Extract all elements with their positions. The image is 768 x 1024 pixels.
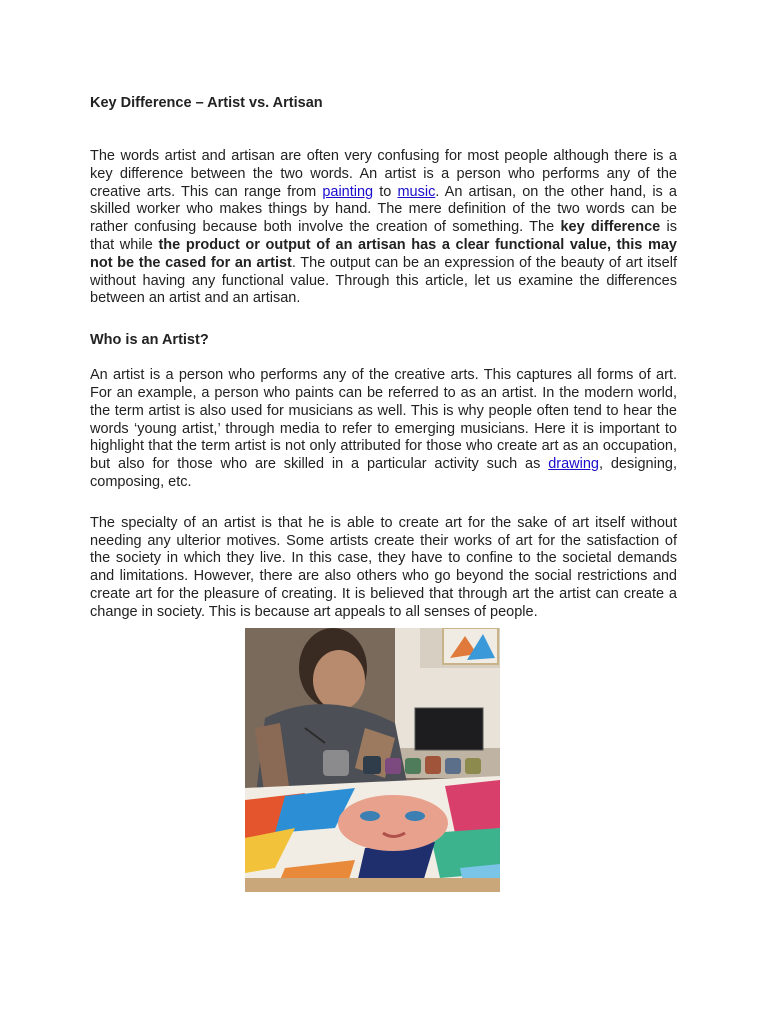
intro-text-2: to	[373, 183, 398, 200]
intro-text-5: . The output can be an expression of the beauty of art itself without having any functional value. Through this article, let us examine the differences between an artist and an artisan.	[90, 254, 677, 307]
section-heading-artist: Who is an Artist?	[90, 332, 209, 349]
intro-text-3: . An artisan, on the other hand, is a skilled worker who makes things by hand. The mere definition of the two words can be rather confusing because both involve the creation of something. The	[90, 183, 677, 236]
article	[90, 94, 677, 645]
intro-text-4: is that while	[90, 219, 677, 253]
artist-p1-text-1: An artist is a person who performs any of the creative arts. This captures all forms of art. For an example, a person who paints can be referred to as an artist. In the modern world, the term artist is also used for musicians as well. This is why people often tend to hear the words ‘young artist,’ through media to refer to emerging musicians. Here it is important to highlight that the term artist is not only attributed for those who create art as an occupation, but also for those who are skilled in a particular activity such as	[90, 367, 677, 473]
page-title: Key Difference – Artist vs. Artisan	[90, 95, 323, 111]
artist-painting-photo	[245, 628, 500, 892]
intro-text-1: The words artist and artisan are often very confusing for most people although there is a key difference between the two words. An artist is a person who performs any of the creative arts. This can range from	[90, 148, 677, 200]
music-link[interactable]: music	[397, 183, 436, 200]
key-difference-bold: key difference	[560, 219, 661, 236]
artist-paragraph-1	[90, 367, 677, 492]
intro-paragraph	[90, 148, 677, 308]
painting-link[interactable]: painting	[322, 183, 374, 200]
drawing-link[interactable]: drawing	[548, 456, 599, 473]
artist-p1-text-2: , designing, composing, etc.	[90, 456, 677, 490]
key-difference-statement: the product or output of an artisan has a clear functional value, this may not be the cased for an artist	[90, 236, 677, 271]
artist-paragraph-2: The specialty of an artist is that he is able to create art for the sake of art itself without needing any ulterior motives. Some artists create their works of art for the satisfaction of the society in which they live. In this case, they have to confine to the societal demands and limitations. However, there are also others who go beyond the social restrictions and create art for the pleasure of creating. It is believed that through art the artist can create a change in society. This is because art appeals to all senses of people.	[90, 514, 677, 620]
